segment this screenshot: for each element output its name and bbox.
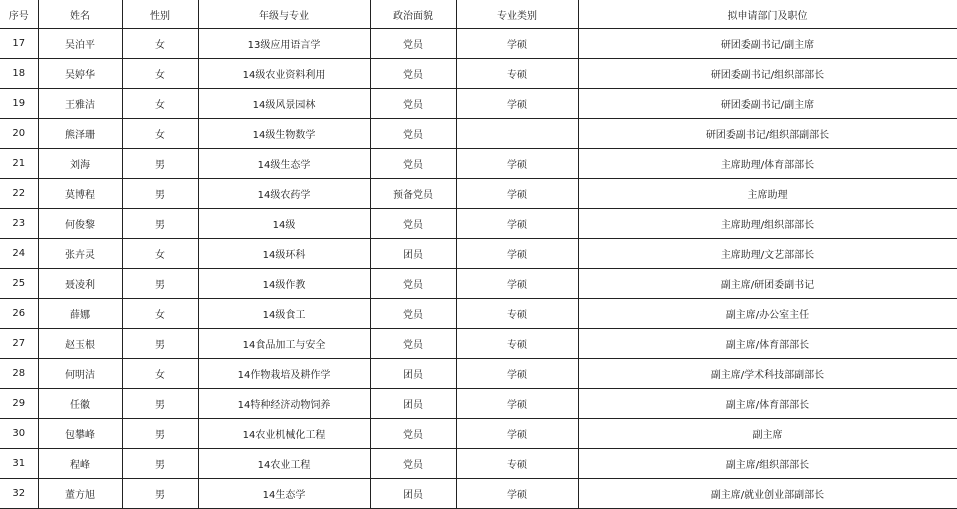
cell-grade-major: 14级 — [198, 209, 370, 239]
cell-name: 董方旭 — [38, 479, 122, 509]
cell-position: 副主席 — [578, 419, 957, 449]
cell-name: 何俊黎 — [38, 209, 122, 239]
cell-gender: 男 — [122, 209, 198, 239]
cell-gender: 女 — [122, 239, 198, 269]
table-row — [0, 449, 957, 479]
cell-name: 包攀峰 — [38, 419, 122, 449]
cell-grade-major: 14农业工程 — [198, 449, 370, 479]
cell-political-status: 党员 — [370, 149, 456, 179]
cell-position: 研团委副书记/组织部副部长 — [578, 119, 957, 149]
cell-degree-type: 学硕 — [456, 209, 578, 239]
cell-grade-major: 14级农业资料利用 — [198, 59, 370, 89]
cell-degree-type: 学硕 — [456, 89, 578, 119]
cell-degree-type: 专硕 — [456, 329, 578, 359]
header-cell-gender: 性别 — [122, 0, 198, 29]
cell-position: 研团委副书记/副主席 — [578, 29, 957, 59]
cell-political-status: 党员 — [370, 269, 456, 299]
cell-index: 18 — [0, 59, 38, 89]
cell-grade-major: 14作物栽培及耕作学 — [198, 359, 370, 389]
cell-position: 副主席/办公室主任 — [578, 299, 957, 329]
cell-political-status: 党员 — [370, 419, 456, 449]
cell-gender: 男 — [122, 449, 198, 479]
cell-degree-type: 学硕 — [456, 239, 578, 269]
table-row — [0, 209, 957, 239]
table-row — [0, 59, 957, 89]
cell-name: 吴婷华 — [38, 59, 122, 89]
cell-degree-type: 学硕 — [456, 479, 578, 509]
cell-index: 23 — [0, 209, 38, 239]
cell-position: 副主席/学术科技部副部长 — [578, 359, 957, 389]
cell-degree-type: 专硕 — [456, 59, 578, 89]
cell-name: 何明洁 — [38, 359, 122, 389]
cell-gender: 男 — [122, 269, 198, 299]
cell-grade-major: 14级作教 — [198, 269, 370, 299]
cell-gender: 女 — [122, 119, 198, 149]
table-row — [0, 239, 957, 269]
cell-political-status: 党员 — [370, 29, 456, 59]
cell-index: 19 — [0, 89, 38, 119]
cell-gender: 女 — [122, 89, 198, 119]
cell-degree-type: 专硕 — [456, 449, 578, 479]
cell-gender: 女 — [122, 59, 198, 89]
cell-name: 张卉灵 — [38, 239, 122, 269]
cell-political-status: 团员 — [370, 359, 456, 389]
cell-political-status: 党员 — [370, 449, 456, 479]
cell-gender: 女 — [122, 299, 198, 329]
cell-grade-major: 14食品加工与安全 — [198, 329, 370, 359]
header-cell-grade-major: 年级与专业 — [198, 0, 370, 29]
cell-name: 赵玉根 — [38, 329, 122, 359]
cell-degree-type: 学硕 — [456, 179, 578, 209]
cell-degree-type: 专硕 — [456, 299, 578, 329]
cell-degree-type: 学硕 — [456, 419, 578, 449]
cell-position: 副主席/研团委副书记 — [578, 269, 957, 299]
header-cell-political-status: 政治面貌 — [370, 0, 456, 29]
cell-name: 薛娜 — [38, 299, 122, 329]
cell-position: 主席助理 — [578, 179, 957, 209]
table-body — [0, 29, 957, 509]
cell-position: 研团委副书记/组织部部长 — [578, 59, 957, 89]
cell-index: 25 — [0, 269, 38, 299]
table-row — [0, 269, 957, 299]
cell-gender: 男 — [122, 179, 198, 209]
cell-name: 聂凌利 — [38, 269, 122, 299]
cell-political-status: 团员 — [370, 389, 456, 419]
cell-gender: 男 — [122, 149, 198, 179]
cell-political-status: 党员 — [370, 119, 456, 149]
cell-political-status: 党员 — [370, 59, 456, 89]
cell-index: 30 — [0, 419, 38, 449]
header-row — [0, 0, 957, 29]
cell-position: 研团委副书记/副主席 — [578, 89, 957, 119]
cell-index: 26 — [0, 299, 38, 329]
cell-degree-type: 学硕 — [456, 389, 578, 419]
header-cell-position: 拟申请部门及职位 — [578, 0, 957, 29]
cell-degree-type: 学硕 — [456, 29, 578, 59]
cell-index: 20 — [0, 119, 38, 149]
cell-position: 副主席/体育部部长 — [578, 329, 957, 359]
cell-index: 27 — [0, 329, 38, 359]
cell-position: 副主席/就业创业部副部长 — [578, 479, 957, 509]
cell-grade-major: 13级应用语言学 — [198, 29, 370, 59]
cell-grade-major: 14生态学 — [198, 479, 370, 509]
cell-grade-major: 14级风景园林 — [198, 89, 370, 119]
cell-gender: 女 — [122, 359, 198, 389]
cell-degree-type: 学硕 — [456, 149, 578, 179]
cell-grade-major: 14级环科 — [198, 239, 370, 269]
cell-political-status: 党员 — [370, 89, 456, 119]
cell-name: 熊泽珊 — [38, 119, 122, 149]
cell-gender: 男 — [122, 389, 198, 419]
table-row — [0, 149, 957, 179]
cell-index: 28 — [0, 359, 38, 389]
cell-political-status: 党员 — [370, 209, 456, 239]
cell-index: 17 — [0, 29, 38, 59]
table-row — [0, 329, 957, 359]
cell-grade-major: 14级生物数学 — [198, 119, 370, 149]
cell-political-status: 党员 — [370, 299, 456, 329]
table-row — [0, 299, 957, 329]
cell-gender: 男 — [122, 479, 198, 509]
cell-index: 29 — [0, 389, 38, 419]
cell-political-status: 团员 — [370, 239, 456, 269]
cell-position: 副主席/体育部部长 — [578, 389, 957, 419]
cell-position: 主席助理/组织部部长 — [578, 209, 957, 239]
cell-index: 32 — [0, 479, 38, 509]
table-row — [0, 419, 957, 449]
table-row — [0, 89, 957, 119]
cell-degree-type: 学硕 — [456, 359, 578, 389]
cell-index: 21 — [0, 149, 38, 179]
cell-name: 莫博程 — [38, 179, 122, 209]
cell-degree-type: 学硕 — [456, 269, 578, 299]
cell-political-status: 党员 — [370, 329, 456, 359]
table-row — [0, 119, 957, 149]
cell-index: 31 — [0, 449, 38, 479]
cell-grade-major: 14级生态学 — [198, 149, 370, 179]
cell-name: 任徽 — [38, 389, 122, 419]
cell-gender: 男 — [122, 329, 198, 359]
cell-index: 24 — [0, 239, 38, 269]
header-cell-name: 姓名 — [38, 0, 122, 29]
cell-position: 主席助理/体育部部长 — [578, 149, 957, 179]
table-row — [0, 479, 957, 509]
cell-grade-major: 14级农药学 — [198, 179, 370, 209]
cell-name: 刘海 — [38, 149, 122, 179]
cell-name: 程峰 — [38, 449, 122, 479]
cell-index: 22 — [0, 179, 38, 209]
cell-degree-type — [456, 119, 578, 149]
table-row — [0, 359, 957, 389]
cell-political-status: 预备党员 — [370, 179, 456, 209]
header-cell-index: 序号 — [0, 0, 38, 29]
cell-position: 副主席/组织部部长 — [578, 449, 957, 479]
cell-position: 主席助理/文艺部部长 — [578, 239, 957, 269]
header-cell-degree-type: 专业类别 — [456, 0, 578, 29]
table-row — [0, 179, 957, 209]
cell-grade-major: 14特种经济动物饲养 — [198, 389, 370, 419]
table-row — [0, 389, 957, 419]
cell-grade-major: 14农业机械化工程 — [198, 419, 370, 449]
cell-gender: 男 — [122, 419, 198, 449]
cell-grade-major: 14级食工 — [198, 299, 370, 329]
table-row — [0, 29, 957, 59]
cell-gender: 女 — [122, 29, 198, 59]
cell-name: 王雅洁 — [38, 89, 122, 119]
cell-name: 吴泊平 — [38, 29, 122, 59]
cell-political-status: 团员 — [370, 479, 456, 509]
